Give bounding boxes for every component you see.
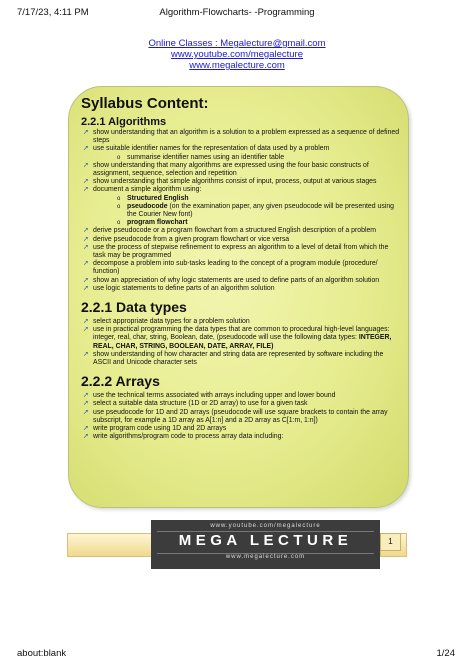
- list-item: ➚ use logic statements to define parts of an algorithm solution: [83, 284, 275, 292]
- print-title: Algorithm-Flowcharts- -Programming: [159, 7, 315, 18]
- pin-bullet-icon: ➚: [83, 145, 89, 153]
- pin-bullet-icon: ➚: [83, 433, 89, 441]
- arrays-heading: 2.2.2 Arrays: [81, 373, 160, 390]
- print-url: about:blank: [17, 648, 67, 659]
- page-number-box: 1: [380, 533, 401, 551]
- mega-lecture-banner: [67, 520, 405, 569]
- pin-bullet-icon: ➚: [83, 350, 89, 358]
- list-item: ➚ decompose a problem into sub-tasks leading to the concept of a program module (procedure/ function): [83, 260, 378, 276]
- list-item: ➚ document a simple algorithm using: o Structured English o pseudocode (on the examination paper, any given pseudocode will be presented using the Courier New font) o program flowchart: [81, 186, 401, 227]
- pin-bullet-icon: ➚: [83, 260, 89, 268]
- pin-bullet-icon: ➚: [83, 235, 89, 243]
- pin-bullet-icon: ➚: [83, 392, 89, 400]
- pin-bullet-icon: ➚: [83, 400, 89, 408]
- print-footer: [0, 648, 474, 662]
- circle-bullet-icon: o: [117, 203, 121, 210]
- pin-bullet-icon: ➚: [83, 408, 89, 416]
- pin-bullet-icon: ➚: [83, 318, 89, 326]
- contact-links: [0, 38, 474, 71]
- list-item: ➚ use pseudocode for 1D and 2D arrays (pseudocode will use square brackets to contain the array subscript, for example a 1D array as A[1:n] and a 2D array as C[1:m, 1:n]): [83, 408, 388, 424]
- print-header: [0, 7, 474, 21]
- circle-bullet-icon: o: [117, 195, 121, 202]
- print-date: 7/17/23, 4:11 PM: [17, 7, 89, 18]
- list-item: ➚ use in practical programming the data types that are common to procedural high-level languages: integer, real, char, string, Boolean, date, (pseudocode will use the following data types: INTEGER, REAL, CHAR, STRING, BOOLEAN, DATE, ARRAY, FILE): [83, 326, 392, 350]
- pin-bullet-icon: ➚: [83, 425, 89, 433]
- email-link[interactable]: Online Classes : Megalecture@gmail.com: [148, 38, 326, 49]
- list-item: ➚ use the process of stepwise refinement to express an algorithm to a level of detail from which the task may be programmed: [83, 243, 389, 260]
- list-item: ➚ derive pseudocode or a program flowchart from a structured English description of a problem: [83, 227, 377, 235]
- list-item: ➚ write program code using 1D and 2D arrays: [83, 425, 227, 433]
- list-item: ➚ show understanding that simple algorithms consist of input, process, output at various stages: [83, 178, 377, 186]
- sub-list-item: o pseudocode (on the examination paper, any given pseudocode will be presented using the Courier New font): [117, 202, 394, 219]
- list-item: ➚ show understanding that an algorithm is a solution to a problem expressed as a sequence of defined steps: [83, 129, 400, 145]
- pin-bullet-icon: ➚: [83, 243, 89, 251]
- arrays-list: [81, 392, 401, 441]
- pin-bullet-icon: ➚: [83, 284, 89, 292]
- list-item: ➚ show an appreciation of why logic statements are used to define parts of an algorithm solution: [83, 276, 380, 284]
- list-item: ➚ show understanding of how character and string data are represented by software including the ASCII and Unicode character sets: [83, 350, 384, 367]
- list-item: ➚ use the technical terms associated with arrays including upper and lower bound: [83, 392, 336, 400]
- list-item: ➚ write algorithms/program code to process array data including:: [83, 433, 284, 441]
- banner-website-text: www.megalecture.com: [225, 554, 306, 560]
- circle-bullet-icon: o: [117, 154, 121, 161]
- pin-bullet-icon: ➚: [83, 129, 89, 136]
- sub-list-item: o Structured English: [117, 194, 189, 202]
- syllabus-title: Syllabus Content:: [81, 95, 209, 112]
- list-item: ➚ derive pseudocode from a given program flowchart or vice versa: [83, 235, 290, 243]
- circle-bullet-icon: o: [117, 220, 121, 227]
- pin-bullet-icon: ➚: [83, 276, 89, 284]
- datatypes-heading: 2.2.1 Data types: [81, 299, 187, 316]
- list-item: ➚ select appropriate data types for a problem solution: [83, 318, 250, 326]
- website-link[interactable]: www.megalecture.com: [189, 60, 285, 71]
- list-item: ➚ use suitable identifier names for the representation of data used by a problem o summarise identifier names using an identifier table: [81, 145, 401, 161]
- youtube-link[interactable]: www.youtube.com/megalecture: [170, 49, 303, 60]
- pin-bullet-icon: ➚: [83, 186, 89, 194]
- pin-bullet-icon: ➚: [83, 227, 89, 235]
- list-item: ➚ select a suitable data structure (1D or 2D array) to use for a given task: [83, 400, 308, 408]
- pin-bullet-icon: ➚: [83, 178, 89, 186]
- banner-logo: [151, 520, 380, 569]
- print-page-count: 1/24: [436, 648, 455, 659]
- datatypes-list: [81, 318, 401, 367]
- syllabus-card: [68, 86, 409, 508]
- list-item: ➚ show understanding that many algorithms are expressed using the four basic constructs of assignment, sequence, selection and repetition: [83, 161, 369, 178]
- sub-list-item: o program flowchart: [117, 219, 188, 227]
- banner-title: MEGA LECTURE: [178, 532, 353, 549]
- banner-left-strip: [67, 533, 153, 557]
- algorithms-heading: 2.2.1 Algorithms: [81, 116, 167, 128]
- sub-list-item: o summarise identifier names using an identifier table: [117, 153, 285, 161]
- banner-youtube-text: www.youtube.com/megalecture: [210, 523, 321, 529]
- pin-bullet-icon: ➚: [83, 326, 89, 334]
- pin-bullet-icon: ➚: [83, 161, 89, 169]
- algorithms-list: [81, 129, 401, 293]
